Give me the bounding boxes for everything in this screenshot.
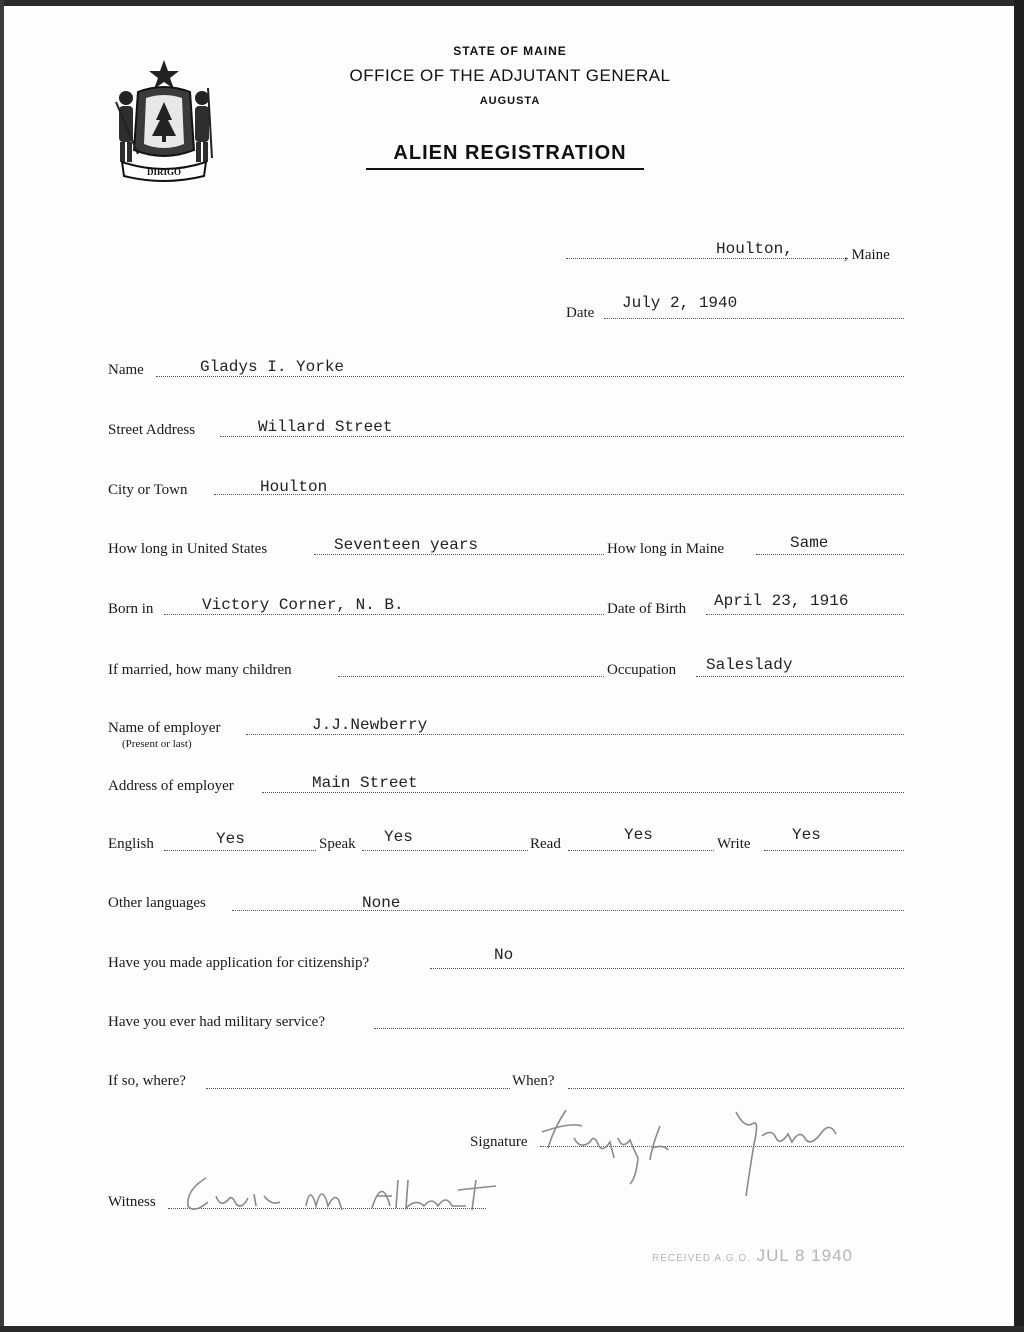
speak-line [362, 850, 528, 851]
other-lang-line [232, 910, 904, 911]
employer-line [246, 734, 904, 735]
street-value[interactable]: Willard Street [258, 418, 393, 436]
citizenship-line [430, 968, 904, 969]
maine-line [756, 554, 904, 555]
header-city: AUGUSTA [479, 95, 541, 107]
received-stamp [652, 1246, 853, 1266]
street-label: Street Address [108, 422, 196, 438]
born-label: Born in [108, 601, 154, 617]
speak-value[interactable]: Yes [384, 828, 413, 846]
header-state: STATE OF MAINE [453, 44, 567, 58]
born-value[interactable]: Victory Corner, N. B. [202, 596, 404, 614]
military-line [374, 1028, 904, 1029]
emp-addr-line [262, 792, 904, 793]
date-line [604, 318, 904, 319]
write-value[interactable]: Yes [792, 826, 821, 844]
read-label: Read [530, 836, 561, 852]
us-label: How long in United States [108, 541, 268, 557]
emp-addr-value[interactable]: Main Street [312, 774, 418, 792]
received-stamp-date: JUL 8 1940 [756, 1246, 853, 1265]
english-value[interactable]: Yes [216, 830, 245, 848]
place-value[interactable]: Houlton, [716, 240, 793, 258]
signature-handwriting [540, 1098, 850, 1202]
children-line [338, 676, 604, 677]
us-value[interactable]: Seventeen years [334, 536, 479, 554]
other-lang-value[interactable]: None [362, 894, 401, 912]
received-stamp-label: RECEIVED A.G.O. [652, 1253, 751, 1264]
where-label: If so, where? [108, 1073, 186, 1089]
maine-label: How long in Maine [607, 541, 725, 557]
english-label: English [108, 836, 154, 852]
name-value[interactable]: Gladys I. Yorke [200, 358, 345, 376]
other-lang-label: Other languages [108, 895, 206, 911]
scan-border-bottom [0, 1326, 1024, 1332]
read-line [568, 850, 714, 851]
name-label: Name [108, 362, 144, 378]
header-office: OFFICE OF THE ADJUTANT GENERAL [349, 66, 671, 85]
signature-label: Signature [470, 1134, 528, 1150]
dob-line [706, 614, 904, 615]
children-label: If married, how many children [108, 662, 292, 678]
scan-border-left [0, 0, 4, 1332]
english-line [164, 850, 316, 851]
occupation-label: Occupation [607, 662, 677, 678]
where-line [206, 1088, 510, 1089]
write-line [764, 850, 904, 851]
born-line [164, 614, 604, 615]
street-line [220, 436, 904, 437]
maine-state-seal-icon [108, 58, 220, 182]
place-line [566, 258, 848, 259]
witness-handwriting [176, 1166, 516, 1222]
place-suffix: , Maine [844, 247, 890, 263]
witness-label: Witness [108, 1194, 156, 1210]
city-label: City or Town [108, 482, 188, 498]
maine-value[interactable]: Same [790, 534, 829, 552]
dob-value[interactable]: April 23, 1916 [714, 592, 849, 610]
when-line [568, 1088, 904, 1089]
emp-addr-label: Address of employer [108, 778, 234, 794]
scan-border-right [1014, 0, 1024, 1332]
dob-label: Date of Birth [607, 601, 687, 617]
name-line [156, 376, 904, 377]
occupation-value[interactable]: Saleslady [706, 656, 793, 674]
seal-motto: DIRIGO [146, 167, 182, 177]
citizenship-value[interactable]: No [494, 946, 514, 964]
military-label: Have you ever had military service? [108, 1014, 325, 1030]
write-label: Write [717, 836, 751, 852]
title-underline [366, 168, 644, 170]
employer-value[interactable]: J.J.Newberry [312, 716, 428, 734]
citizenship-label: Have you made application for citizenship? [108, 955, 370, 971]
occupation-line [696, 676, 904, 677]
read-value[interactable]: Yes [624, 826, 653, 844]
when-label: When? [512, 1073, 555, 1089]
us-line [314, 554, 604, 555]
city-value[interactable]: Houlton [260, 478, 328, 496]
employer-label: Name of employer [108, 720, 221, 736]
scan-border-top [0, 0, 1024, 6]
date-label: Date [566, 305, 595, 321]
speak-label: Speak [319, 836, 356, 852]
form-title: ALIEN REGISTRATION [393, 142, 627, 164]
date-value[interactable]: July 2, 1940 [622, 294, 738, 312]
employer-sublabel: (Present or last) [122, 738, 192, 750]
